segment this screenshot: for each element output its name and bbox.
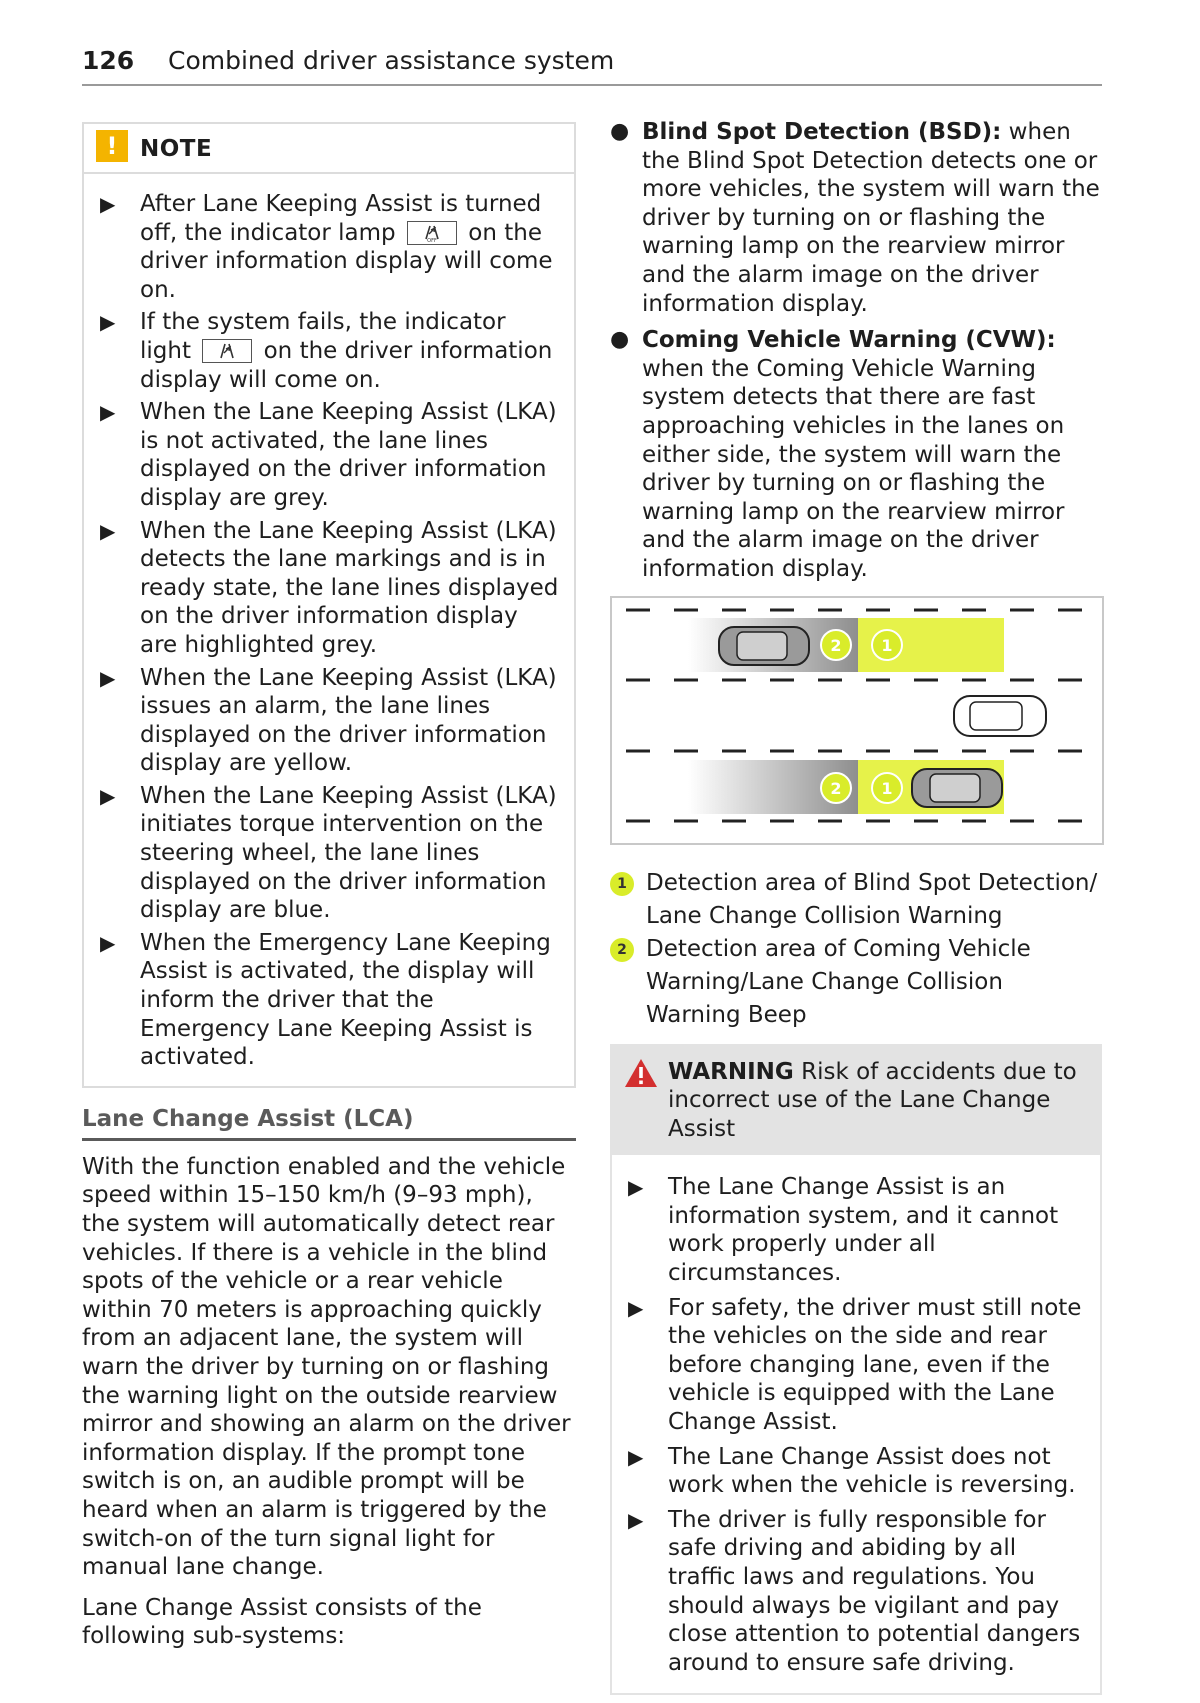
note-item-text: If the system fails, the indicator light — [140, 309, 506, 364]
triangle-bullet-icon: ▶ — [628, 1444, 644, 1469]
warning-header — [612, 1046, 1100, 1156]
lca-paragraph: With the function enabled and the vehicle speed within 15–150 km/h (9–93 mph), the system will automatically detect rear vehicles. If there is a vehicle in the blind spots of the vehicle or a rear vehicle within 70 meters is approaching quickly from an adjacent lane, the system will warn the driver by turning on or flashing the warning light on the outside rearview mirror and showing an alarm on the driver information display. If the prompt tone switch is on, an audible prompt will be heard when an alarm is triggered by the switch-on of the turn signal light for manual lane change. — [82, 1153, 571, 1581]
note-item — [100, 782, 562, 925]
page-number: 126 — [82, 46, 135, 75]
triangle-bullet-icon: ▶ — [100, 192, 116, 216]
bullet-dot-icon: ● — [610, 119, 630, 144]
warning-item — [628, 1173, 1088, 1287]
warning-list — [612, 1155, 1100, 1693]
legend-number: 1 — [610, 872, 634, 896]
subsystem-term: Blind Spot Detection (BSD): — [642, 119, 1002, 145]
lka-fault-indicator-icon — [202, 339, 252, 363]
chapter-title: Combined driver assistance system — [168, 46, 615, 75]
right-column — [610, 118, 1102, 1695]
warning-item-text: The Lane Change Assist does not work when the vehicle is reversing. — [668, 1443, 1076, 1499]
triangle-bullet-icon: ▶ — [100, 930, 116, 955]
warning-item-text: The driver is fully responsible for safe driving and abiding by all traffic laws and regulations. You should always be vigilant and pay close attention to potential dangers around to ensure safe driving. — [668, 1506, 1081, 1676]
legend-number: 2 — [610, 938, 634, 962]
note-item — [100, 308, 562, 394]
note-item — [100, 929, 562, 1072]
note-box — [82, 122, 576, 1088]
triangle-bullet-icon: ▶ — [100, 518, 116, 543]
legend-item — [610, 933, 1102, 1032]
note-icon: ! — [96, 130, 128, 162]
page-header — [82, 42, 1102, 86]
note-item — [100, 398, 562, 512]
triangle-bullet-icon: ▶ — [628, 1507, 644, 1532]
subsystem-term: Coming Vehicle Warning (CVW): — [642, 327, 1056, 354]
triangle-bullet-icon: ▶ — [100, 783, 116, 808]
note-item-text: When the Lane Keeping Assist (LKA) issues an alarm, the lane lines displayed on the driver information display are yellow. — [140, 664, 557, 777]
legend-item — [610, 867, 1102, 933]
diagram-legend — [610, 867, 1102, 1032]
marker-2-bottom — [821, 773, 851, 803]
warning-item-text: The Lane Change Assist is an information system, and it cannot work properly under all circumstances. — [668, 1174, 1059, 1287]
note-header — [84, 124, 574, 174]
warning-item-text: For safety, the driver must still note the vehicles on the side and rear before changing lane, even if the vehicle is equipped with the Lane Change Assist. — [668, 1294, 1082, 1436]
warning-item — [628, 1506, 1088, 1678]
marker-2-label: 2 — [830, 635, 842, 655]
note-title: NOTE — [140, 136, 213, 162]
legend-text: Detection area of Coming Vehicle Warning/Lane Change Collision Warning Beep — [646, 935, 1031, 1028]
lca-subsystems-intro: Lane Change Assist consists of the following sub-systems: — [82, 1594, 482, 1650]
legend-text: Detection area of Blind Spot Detection/ Lane Change Collision Warning — [646, 869, 1098, 929]
subsystem-bsd — [610, 118, 1102, 318]
note-item — [100, 190, 562, 304]
note-item-text: When the Lane Keeping Assist (LKA) is not activated, the lane lines displayed on the driver information display are grey. — [140, 399, 557, 511]
note-item — [100, 664, 562, 778]
approaching-car-top — [719, 627, 809, 665]
lane-change-diagram — [610, 596, 1104, 845]
note-item — [100, 517, 562, 660]
note-item-text: on the driver information display will come on. — [140, 219, 553, 303]
note-list — [84, 174, 574, 1086]
left-column — [82, 122, 576, 1651]
lka-off-indicator-icon — [407, 221, 457, 245]
section-heading-lca: Lane Change Assist (LCA) — [82, 1100, 576, 1141]
subsystem-cvw — [610, 326, 1102, 583]
subsystem-text: when the Blind Spot Detection detects one or more vehicles, the system will warn the driver by turning on or flashing the warning lamp on the rearview mirror and the alarm image on the driver information display. — [642, 119, 1100, 317]
marker-2-top — [821, 630, 851, 660]
triangle-bullet-icon: ▶ — [100, 665, 116, 690]
triangle-bullet-icon: ▶ — [100, 400, 116, 425]
subsystem-text: when the Coming Vehicle Warning system detects that there are fast approaching vehicles in the lanes on either side, the system will warn the driver by turning on or flashing the warning lamp on the rearview mirror and the alarm image on the driver information display. — [642, 355, 1065, 582]
bullet-dot-icon: ● — [610, 327, 630, 353]
note-item-text: When the Emergency Lane Keeping Assist is activated, the display will inform the driver that the Emergency Lane Keeping Assist is activated. — [140, 929, 551, 1071]
triangle-bullet-icon: ▶ — [628, 1295, 644, 1320]
warning-item — [628, 1294, 1088, 1437]
note-item-text: on the driver information display will come on. — [140, 337, 553, 393]
warning-title: Risk of accidents due to incorrect use of the Lane Change Assist — [668, 1058, 1077, 1142]
warning-label: WARNING — [668, 1058, 794, 1085]
blind-spot-car-bottom — [912, 769, 1002, 807]
marker-1-bottom — [872, 773, 902, 803]
ego-vehicle — [954, 696, 1046, 736]
warning-item — [628, 1443, 1088, 1500]
marker-1-label: 1 — [881, 635, 893, 655]
note-item-text: When the Lane Keeping Assist (LKA) detects the lane markings and is in ready state, the lane lines displayed on the driver information display are highlighted grey. — [140, 517, 559, 658]
marker-2-label: 2 — [830, 778, 842, 798]
warning-box — [610, 1044, 1102, 1696]
marker-1-label: 1 — [881, 778, 893, 798]
note-item-text: After Lane Keeping Assist is turned off, the indicator lamp — [140, 191, 542, 246]
triangle-bullet-icon: ▶ — [100, 310, 116, 335]
marker-1-top — [872, 630, 902, 660]
note-item-text: When the Lane Keeping Assist (LKA) initiates torque intervention on the steering wheel, the lane lines displayed on the driver information display are blue. — [140, 782, 557, 924]
warning-triangle-icon — [624, 1058, 658, 1096]
lamp-off-label: OFF — [427, 238, 437, 244]
triangle-bullet-icon: ▶ — [628, 1175, 644, 1200]
